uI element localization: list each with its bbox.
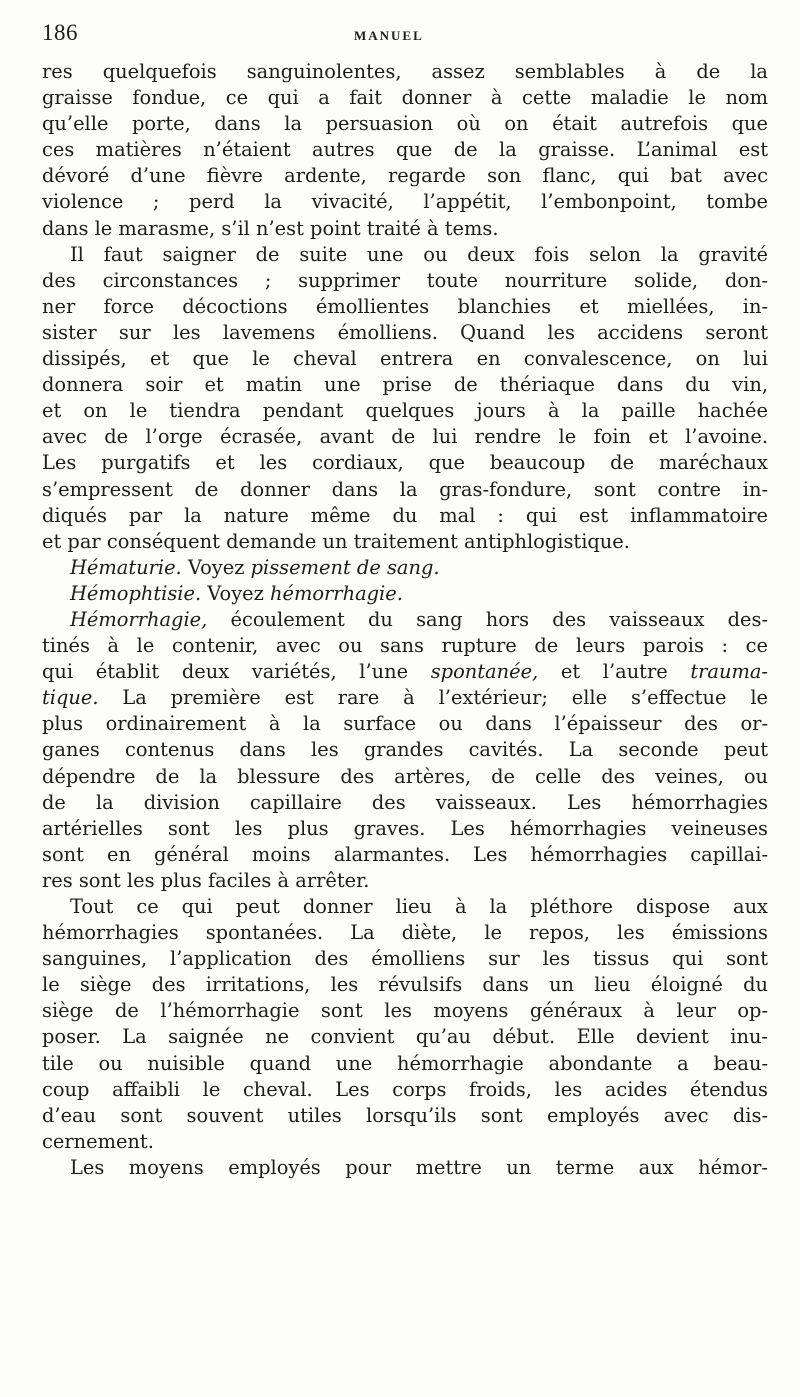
text-line <box>42 450 768 476</box>
italic-text: Hémorrhagie, <box>70 607 208 631</box>
text-segment: dans le marasme, s’il n’est point traité à tems. <box>42 216 499 240</box>
text-line <box>42 894 768 920</box>
text-line <box>42 242 768 268</box>
text-segment: dissipés, et que le cheval entrera en convalescence, on lui <box>42 347 768 371</box>
text-line <box>42 555 768 581</box>
text-line <box>42 1024 768 1050</box>
text-line <box>42 163 768 189</box>
italic-text: Hémophtisie. <box>70 581 202 605</box>
text-segment: s’empressent de donner dans la gras-fondure, sont contre in- <box>42 477 768 501</box>
text-segment: plus ordinairement à la surface ou dans l’épaisseur des or- <box>42 712 768 736</box>
text-line <box>42 685 768 711</box>
text-line <box>42 998 768 1024</box>
text-line <box>42 320 768 346</box>
text-line <box>42 816 768 842</box>
text-line <box>42 972 768 998</box>
italic-text: hémorrhagie. <box>270 581 403 605</box>
text-segment: qu’elle porte, dans la persuasion où on était autrefois que <box>42 112 768 136</box>
text-segment: des circonstances ; supprimer toute nourriture solide, don- <box>42 268 768 292</box>
text-line <box>42 946 768 972</box>
text-segment: poser. La saignée ne convient qu’au début. Elle devient inu- <box>42 1025 768 1049</box>
text-line <box>42 189 768 215</box>
text-segment: res quelquefois sanguinolentes, assez semblables à de la <box>42 60 768 83</box>
text-segment: et on le tiendra pendant quelques jours à la paille hachée <box>42 399 768 423</box>
text-segment: siège de l’hémorrhagie sont les moyens généraux à leur op- <box>42 999 768 1023</box>
text-line <box>42 607 768 633</box>
text-line <box>42 842 768 868</box>
text-line <box>42 294 768 320</box>
text-segment: Les moyens employés pour mettre un terme aux hémor- <box>70 1155 768 1179</box>
text-line <box>42 59 768 85</box>
text-line <box>42 1103 768 1129</box>
text-line <box>42 659 768 685</box>
italic-text: Hématurie. <box>70 555 182 579</box>
text-segment: dévoré d’une fièvre ardente, regarde son flanc, qui bat avec <box>42 164 768 188</box>
text-segment: donnera soir et matin une prise de thériaque dans du vin, <box>42 373 768 397</box>
text-segment: diqués par la nature même du mal : qui est inflammatoire <box>42 503 768 527</box>
text-segment: d’eau sont souvent utiles lorsqu’ils sont employés avec dis- <box>42 1103 768 1127</box>
text-line <box>42 633 768 659</box>
text-line <box>42 424 768 450</box>
text-segment: avec de l’orge écrasée, avant de lui rendre le foin et l’avoine. <box>42 425 768 449</box>
text-line <box>42 346 768 372</box>
text-line <box>42 398 768 424</box>
text-line <box>42 503 768 529</box>
text-segment: et par conséquent demande un traitement antiphlogistique. <box>42 529 630 553</box>
text-segment: tinés à le contenir, avec ou sans rupture de leurs parois : ce <box>42 634 768 658</box>
text-line <box>42 477 768 503</box>
text-segment: res sont les plus faciles à arrêter. <box>42 868 370 892</box>
text-segment: coup affaibli le cheval. Les corps froids, les acides étendus <box>42 1077 768 1101</box>
text-segment: et l’autre <box>538 660 691 684</box>
text-segment: le siège des irritations, les révulsifs dans un lieu éloigné du <box>42 973 768 997</box>
text-line <box>42 529 768 555</box>
text-segment: artérielles sont les plus graves. Les hémorrhagies veineuses <box>42 816 768 840</box>
text-segment: dépendre de la blessure des artères, de celle des veines, ou <box>42 764 768 788</box>
text-line <box>42 137 768 163</box>
text-segment: ner force décoctions émollientes blanchies et miellées, in- <box>42 294 768 318</box>
text-line <box>42 920 768 946</box>
running-head: MANUEL <box>354 28 424 43</box>
text-segment: violence ; perd la vivacité, l’appétit, l’embonpoint, tombe <box>42 190 768 214</box>
text-segment: Il faut saigner de suite une ou deux fois selon la gravité <box>70 242 768 266</box>
italic-text: trauma- <box>690 660 768 684</box>
text-line <box>42 85 768 111</box>
text-segment: qui établit deux variétés, l’une <box>42 660 431 684</box>
text-line <box>42 790 768 816</box>
text-line <box>42 764 768 790</box>
text-segment: sont en général moins alarmantes. Les hémorrhagies capillai- <box>42 842 768 866</box>
text-segment: écoulement du sang hors des vaisseaux des- <box>207 607 768 631</box>
text-segment: hémorrhagies spontanées. La diète, le repos, les émissions <box>42 921 768 945</box>
text-segment: cernement. <box>42 1129 154 1153</box>
italic-text: pissement de sang. <box>250 555 440 579</box>
text-line <box>42 268 768 294</box>
text-segment: sister sur les lavemens émolliens. Quand les accidens seront <box>42 320 768 344</box>
page-number: 186 <box>42 20 78 45</box>
text-segment: Les purgatifs et les cordiaux, que beaucoup de maréchaux <box>42 451 768 475</box>
text-line <box>42 216 768 242</box>
text-line <box>42 111 768 137</box>
text-line <box>42 737 768 763</box>
text-line <box>42 868 768 894</box>
text-segment: La première est rare à l’extérieur; elle s’effectue le <box>98 686 768 710</box>
text-line <box>42 711 768 737</box>
text-segment: tile ou nuisible quand une hémorrhagie abondante a beau- <box>42 1051 768 1075</box>
text-segment: ganes contenus dans les grandes cavités. La seconde peut <box>42 738 768 762</box>
text-line <box>42 1077 768 1103</box>
text-line <box>42 1129 768 1155</box>
page-header <box>42 20 762 60</box>
text-segment: de la division capillaire des vaisseaux. Les hémorrhagies <box>42 790 768 814</box>
text-line <box>42 1155 768 1181</box>
italic-text: spontanée, <box>430 660 539 684</box>
text-line <box>42 372 768 398</box>
text-segment: ces matières n’étaient autres que de la graisse. L’animal est <box>42 138 768 162</box>
italic-text: tique. <box>42 686 99 710</box>
text-line <box>42 581 768 607</box>
text-segment: sanguines, l’application des émolliens sur les tissus qui sont <box>42 947 768 971</box>
text-segment: Voyez <box>201 581 271 605</box>
text-segment: Voyez <box>181 555 251 579</box>
text-segment: Tout ce qui peut donner lieu à la pléthore dispose aux <box>70 895 768 918</box>
text-segment: graisse fondue, ce qui a fait donner à cette maladie le nom <box>42 86 768 110</box>
text-line <box>42 1051 768 1077</box>
body-text <box>42 59 768 1181</box>
